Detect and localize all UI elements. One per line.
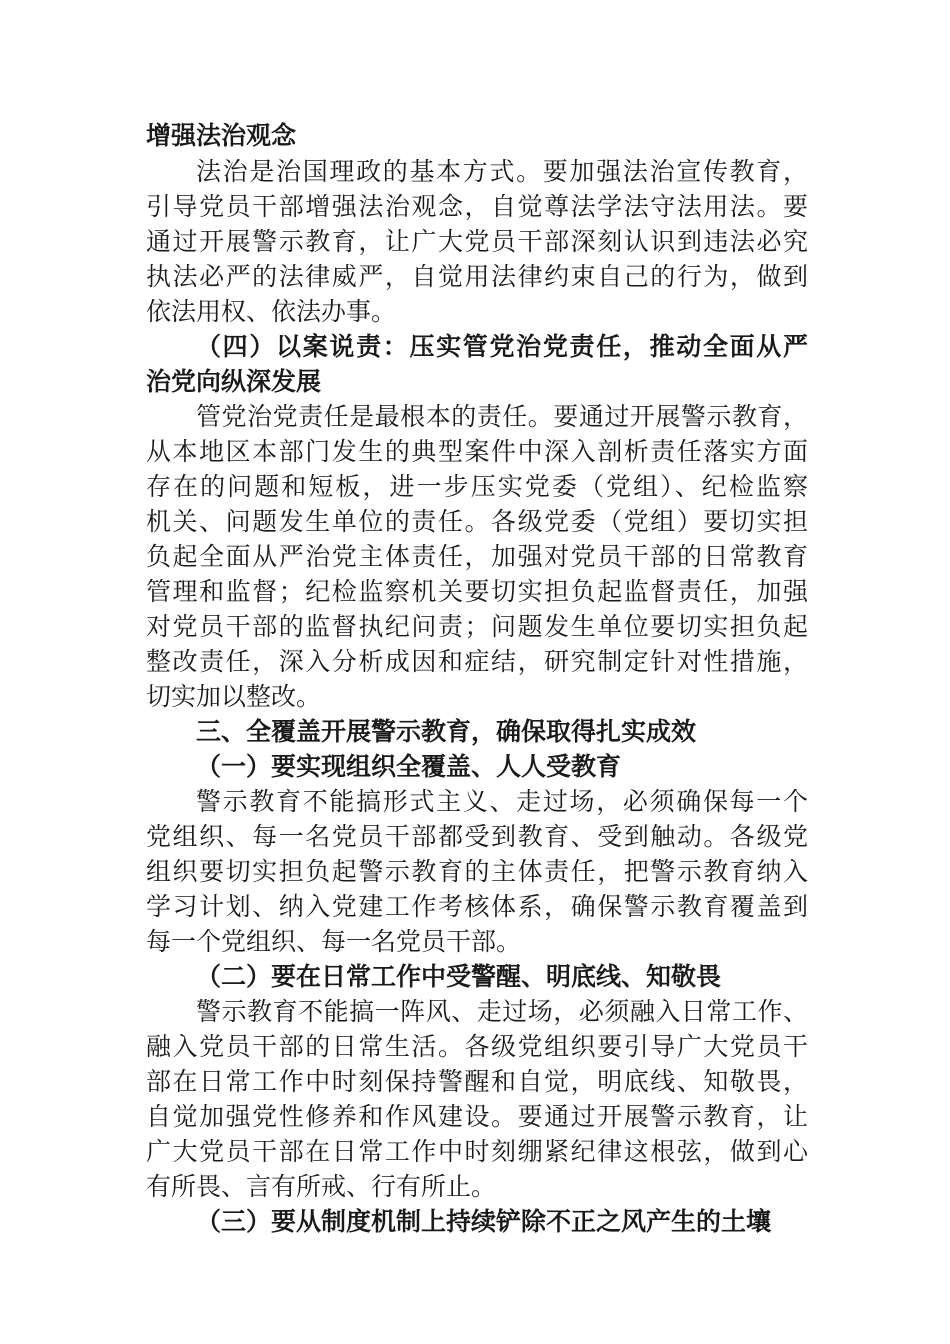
subheading-1: （一）要实现组织全覆盖、人人受教育 bbox=[196, 752, 622, 781]
paragraph-line: 整改责任，深入分析成因和症结，研究制定针对性措施， bbox=[146, 647, 808, 676]
paragraph-line: 执法必严的法律威严，自觉用法律约束自己的行为，做到 bbox=[146, 262, 808, 291]
paragraph-line: 通过开展警示教育，让广大党员干部深刻认识到违法必究 bbox=[146, 227, 808, 256]
paragraph-line: 每一个党组织、每一名党员干部。 bbox=[146, 927, 522, 956]
paragraph-line: 党组织、每一名党员干部都受到教育、受到触动。各级党 bbox=[146, 822, 808, 851]
paragraph-line: 自觉加强党性修养和作风建设。要通过开展警示教育，让 bbox=[146, 1102, 808, 1131]
paragraph-line: 有所畏、言有所戒、行有所止。 bbox=[146, 1172, 497, 1201]
subheading-3: （三）要从制度机制上持续铲除不正之风产生的土壤 bbox=[196, 1207, 772, 1236]
paragraph-line: 对党员干部的监督执纪问责；问题发生单位要切实担负起 bbox=[146, 612, 808, 641]
paragraph-line: 从本地区本部门发生的典型案件中深入剖析责任落实方面 bbox=[146, 437, 808, 466]
heading-continuation: 增强法治观念 bbox=[146, 121, 297, 150]
paragraph-line: 负起全面从严治党主体责任，加强对党员干部的日常教育 bbox=[146, 542, 808, 571]
paragraph-line: 警示教育不能搞一阵风、走过场，必须融入日常工作、 bbox=[196, 997, 808, 1026]
paragraph-line: 组织要切实担负起警示教育的主体责任，把警示教育纳入 bbox=[146, 857, 808, 886]
paragraph-line: 法治是治国理政的基本方式。要加强法治宣传教育， bbox=[196, 157, 808, 186]
paragraph-line: 警示教育不能搞形式主义、走过场，必须确保每一个 bbox=[196, 787, 808, 816]
paragraph-line: 依法用权、依法办事。 bbox=[146, 297, 397, 326]
paragraph-line: 融入党员干部的日常生活。各级党组织要引导广大党员干 bbox=[146, 1032, 808, 1061]
paragraph-line: 切实加以整改。 bbox=[146, 682, 322, 711]
paragraph-line: 广大党员干部在日常工作中时刻绷紧纪律这根弦，做到心 bbox=[146, 1137, 808, 1166]
paragraph-line: 引导党员干部增强法治观念，自觉尊法学法守法用法。要 bbox=[146, 192, 808, 221]
paragraph-line: 存在的问题和短板，进一步压实党委（党组）、纪检监察 bbox=[146, 472, 808, 501]
subheading-4: （四）以案说责：压实管党治党责任，推动全面从严 bbox=[196, 332, 808, 361]
paragraph-line: 部在日常工作中时刻保持警醒和自觉，明底线、知敬畏， bbox=[146, 1067, 808, 1096]
section-heading-3: 三、全覆盖开展警示教育，确保取得扎实成效 bbox=[196, 717, 697, 746]
subheading-4-continuation: 治党向纵深发展 bbox=[146, 367, 322, 396]
paragraph-line: 机关、问题发生单位的责任。各级党委（党组）要切实担 bbox=[146, 507, 808, 536]
paragraph-line: 学习计划、纳入党建工作考核体系，确保警示教育覆盖到 bbox=[146, 892, 808, 921]
paragraph-line: 管理和监督；纪检监察机关要切实担负起监督责任，加强 bbox=[146, 577, 808, 606]
paragraph-line: 管党治党责任是最根本的责任。要通过开展警示教育， bbox=[196, 402, 808, 431]
subheading-2: （二）要在日常工作中受警醒、明底线、知敬畏 bbox=[196, 962, 722, 991]
